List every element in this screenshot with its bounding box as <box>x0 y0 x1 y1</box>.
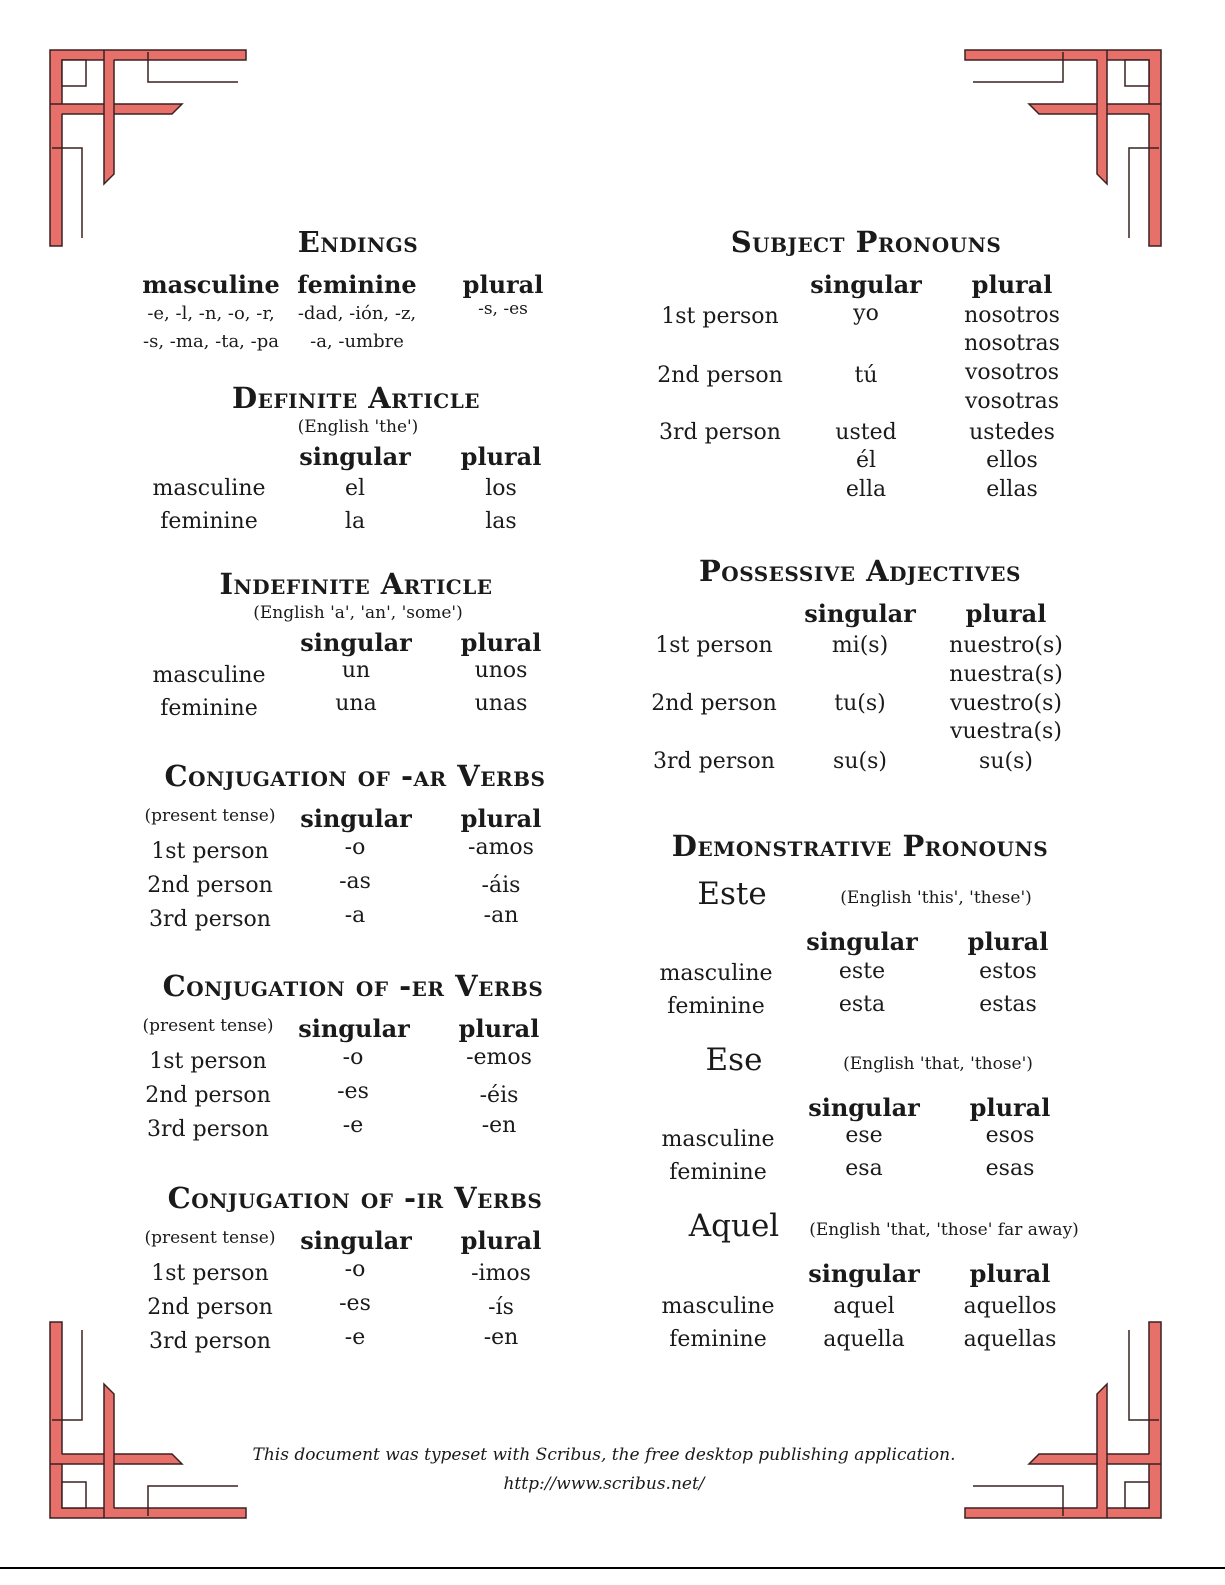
ar-verbs-plural-header: plural <box>460 804 542 833</box>
table-cell: aquellos <box>963 1294 1057 1319</box>
footer-link[interactable]: http://www.scribus.net/ <box>503 1474 705 1494</box>
table-cell: -amos <box>468 835 534 860</box>
possessive-singular-header: singular <box>804 599 916 628</box>
table-cell: este <box>838 959 886 984</box>
demonstrative-singular-header: singular <box>808 1259 920 1288</box>
demonstrative-word-ese: Ese <box>705 1042 763 1078</box>
table-row-label: 2nd person <box>145 1083 271 1108</box>
table-row-label: 3rd person <box>147 1117 269 1142</box>
demonstrative-plural-header: plural <box>969 1259 1051 1288</box>
table-cell: una <box>335 691 377 716</box>
table-cell: esa <box>845 1156 883 1181</box>
demonstrative-word-aquel: Aquel <box>688 1208 780 1244</box>
endings-masculine-header: masculine <box>142 270 280 299</box>
endings-plural-header: plural <box>462 270 544 299</box>
table-cell: usted <box>835 420 897 445</box>
ir-verbs-plural-header: plural <box>460 1226 542 1255</box>
table-cell: las <box>485 509 517 534</box>
table-cell: esos <box>985 1123 1035 1148</box>
table-row-label: 3rd person <box>653 749 775 774</box>
table-cell: -an <box>483 903 519 928</box>
demonstrative-plural-header: plural <box>967 927 1049 956</box>
endings-title: Endings <box>297 225 419 259</box>
table-row-label: feminine <box>160 509 258 534</box>
table-row-label: 2nd person <box>657 363 783 388</box>
possessive-adjectives-title: Possessive Adjectives <box>699 554 1021 588</box>
table-cell: -en <box>483 1325 519 1350</box>
corner-ornament-top-left <box>48 48 248 248</box>
table-cell: su(s) <box>833 749 887 774</box>
er-verbs-singular-header: singular <box>298 1014 410 1043</box>
table-row-label: 1st person <box>151 839 269 864</box>
table-cell: -áis <box>481 873 521 898</box>
endings-feminine-line2: -a, -umbre <box>310 331 404 352</box>
indefinite-article-subtitle: (English 'a', 'an', 'some') <box>253 603 463 623</box>
table-row-label: masculine <box>661 1294 775 1319</box>
corner-ornament-top-right <box>963 48 1163 248</box>
indefinite-article-singular-header: singular <box>300 628 412 657</box>
ir-verbs-title: Conjugation of -ir Verbs <box>167 1181 543 1215</box>
table-row-label: 2nd person <box>147 873 273 898</box>
table-row-label: masculine <box>661 1127 775 1152</box>
table-cell: nosotras <box>964 331 1060 356</box>
table-row-label: 2nd person <box>651 691 777 716</box>
table-row-label: 1st person <box>661 304 779 329</box>
table-cell: -es <box>339 1291 371 1316</box>
table-row-label: feminine <box>669 1160 767 1185</box>
table-cell: estas <box>979 992 1037 1017</box>
table-cell: ellas <box>986 477 1038 502</box>
page-bottom-edge <box>0 1567 1225 1569</box>
table-cell: -es <box>337 1079 369 1104</box>
table-cell: él <box>855 448 877 473</box>
table-cell: estos <box>979 959 1037 984</box>
table-cell: la <box>344 509 366 534</box>
er-verbs-title: Conjugation of -er Verbs <box>162 969 544 1003</box>
definite-article-subtitle: (English 'the') <box>297 417 419 437</box>
table-cell: -o <box>342 1045 364 1070</box>
demonstrative-gloss: (English 'this', 'these') <box>840 888 1032 908</box>
table-cell: tú <box>854 363 878 388</box>
table-cell: el <box>344 476 366 501</box>
table-cell: -o <box>344 1257 366 1282</box>
table-cell: ese <box>845 1123 883 1148</box>
table-row-label: 3rd person <box>659 420 781 445</box>
table-cell: -imos <box>471 1261 531 1286</box>
ar-verbs-singular-header: singular <box>300 804 412 833</box>
subject-pronouns-title: Subject Pronouns <box>730 225 1002 259</box>
table-cell: -éis <box>479 1083 519 1108</box>
demonstrative-gloss: (English 'that, 'those' far away) <box>809 1220 1079 1240</box>
subject-pronouns-singular-header: singular <box>810 270 922 299</box>
table-cell: -o <box>344 835 366 860</box>
table-cell: aquella <box>823 1327 905 1352</box>
er-verbs-tense: (present tense) <box>142 1016 274 1036</box>
table-cell: yo <box>853 301 879 326</box>
table-cell: esta <box>838 992 886 1017</box>
table-cell: nuestro(s) <box>949 633 1063 658</box>
table-row-label: 2nd person <box>147 1295 273 1320</box>
table-cell: nosotros <box>964 303 1060 328</box>
ar-verbs-tense: (present tense) <box>144 806 276 826</box>
table-row-label: feminine <box>160 696 258 721</box>
table-cell: vuestro(s) <box>950 691 1062 716</box>
table-cell: -emos <box>466 1045 532 1070</box>
table-row-label: masculine <box>659 961 773 986</box>
table-row-label: masculine <box>152 476 266 501</box>
table-row-label: feminine <box>669 1327 767 1352</box>
indefinite-article-plural-header: plural <box>460 628 542 657</box>
demonstrative-word-este: Este <box>697 876 767 912</box>
table-cell: esas <box>985 1156 1035 1181</box>
table-cell: vuestra(s) <box>950 719 1062 744</box>
table-cell: -a <box>344 903 366 928</box>
table-cell: unos <box>474 658 528 683</box>
table-cell: ustedes <box>969 420 1055 445</box>
indefinite-article-title: Indefinite Article <box>219 567 493 601</box>
table-cell: vosotros <box>964 360 1060 385</box>
possessive-plural-header: plural <box>965 599 1047 628</box>
table-cell: -en <box>481 1113 517 1138</box>
table-cell: -ís <box>488 1295 514 1320</box>
table-row-label: 1st person <box>655 633 773 658</box>
table-row-label: masculine <box>152 663 266 688</box>
table-cell: vosotras <box>965 389 1059 414</box>
demonstrative-pronouns-title: Demonstrative Pronouns <box>671 829 1049 863</box>
table-cell: -e <box>342 1113 364 1138</box>
table-row-label: 1st person <box>151 1261 269 1286</box>
ir-verbs-tense: (present tense) <box>144 1228 276 1248</box>
definite-article-singular-header: singular <box>299 442 411 471</box>
er-verbs-plural-header: plural <box>458 1014 540 1043</box>
table-cell: ella <box>845 477 887 502</box>
table-cell: unas <box>474 691 528 716</box>
endings-feminine-header: feminine <box>297 270 417 299</box>
subject-pronouns-plural-header: plural <box>971 270 1053 299</box>
table-cell: tu(s) <box>834 691 886 716</box>
definite-article-plural-header: plural <box>460 442 542 471</box>
table-cell: su(s) <box>979 749 1033 774</box>
demonstrative-singular-header: singular <box>806 927 918 956</box>
table-cell: -as <box>339 869 371 894</box>
endings-masculine-line2: -s, -ma, -ta, -pa <box>143 331 279 352</box>
table-row-label: 1st person <box>149 1049 267 1074</box>
endings-plural-line1: -s, -es <box>478 299 528 319</box>
definite-article-title: Definite Article <box>231 381 481 415</box>
table-cell: los <box>485 476 517 501</box>
table-row-label: 3rd person <box>149 1329 271 1354</box>
table-cell: -e <box>344 1325 366 1350</box>
endings-masculine-line1: -e, -l, -n, -o, -r, <box>147 303 275 324</box>
demonstrative-plural-header: plural <box>969 1093 1051 1122</box>
table-cell: aquel <box>833 1294 895 1319</box>
table-cell: mi(s) <box>831 633 889 658</box>
demonstrative-gloss: (English 'that, 'those') <box>843 1054 1033 1074</box>
demonstrative-singular-header: singular <box>808 1093 920 1122</box>
endings-feminine-line1: -dad, -ión, -z, <box>297 303 417 324</box>
table-cell: nuestra(s) <box>949 662 1063 687</box>
footer-credit: This document was typeset with Scribus, the free desktop publishing application. <box>252 1445 956 1465</box>
table-cell: un <box>341 658 371 683</box>
table-row-label: 3rd person <box>149 907 271 932</box>
ar-verbs-title: Conjugation of -ar Verbs <box>164 759 546 793</box>
table-cell: aquellas <box>963 1327 1057 1352</box>
table-cell: ellos <box>986 448 1038 473</box>
ir-verbs-singular-header: singular <box>300 1226 412 1255</box>
table-row-label: feminine <box>667 994 765 1019</box>
